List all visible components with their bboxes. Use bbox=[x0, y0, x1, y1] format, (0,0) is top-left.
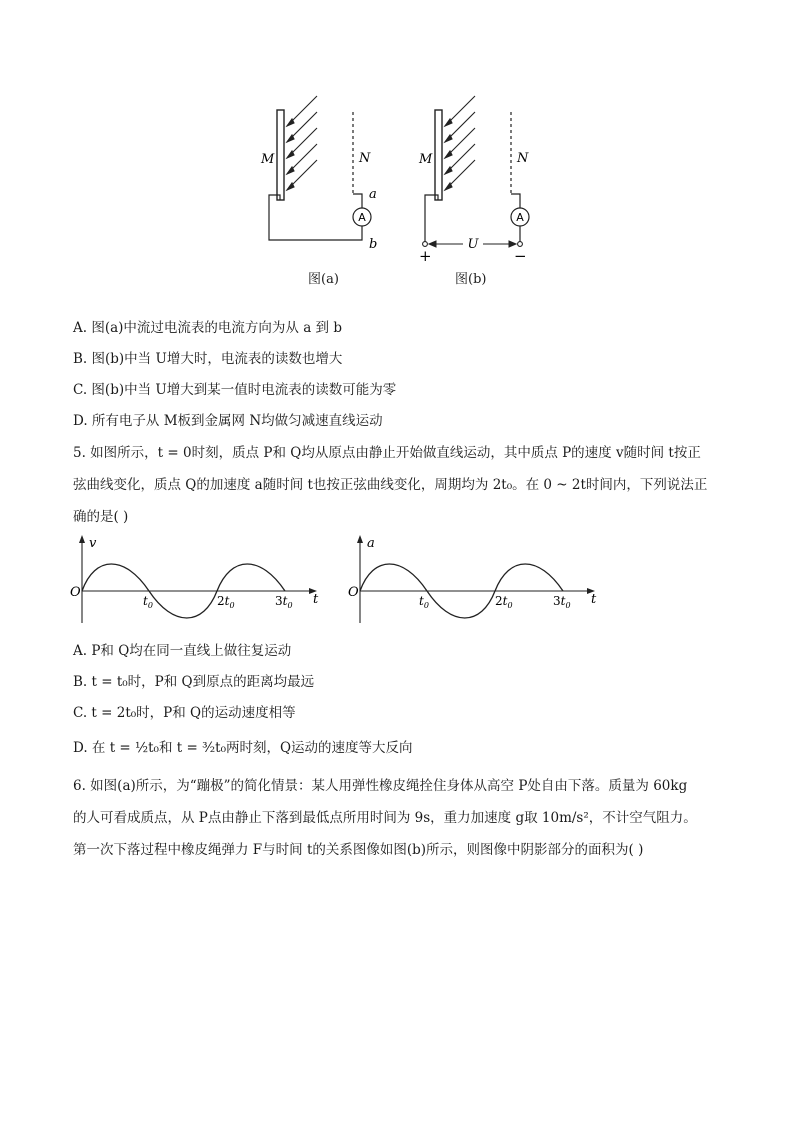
svg-text:3t0: $3t_0$ bbox=[553, 594, 571, 610]
v-axis-label: v bbox=[89, 536, 97, 551]
svg-text:t0: $t_0$ bbox=[143, 594, 153, 610]
caption-b: 图(b) bbox=[455, 272, 487, 287]
caption-a: 图(a) bbox=[308, 272, 339, 287]
svg-text:t0: $t_0$ bbox=[419, 594, 429, 610]
plate-m-label: M bbox=[261, 152, 275, 167]
mesh-n-label-b: N bbox=[517, 151, 529, 166]
a-axis-label: a bbox=[367, 536, 375, 551]
svg-text:2t0: $2t_0$ bbox=[495, 594, 513, 610]
q6-stem-line1: 6. 如图(a)所示，为“蹦极”的简化情景：某人用弹性橡皮绳拴住身体从高空 P处自由下落。质量为 60kg bbox=[73, 778, 688, 794]
q4-option-a: A. 图(a)中流过电流表的电流方向为从 a 到 b bbox=[73, 320, 342, 336]
ammeter-label: A bbox=[358, 211, 366, 224]
q5-stem-line3: 确的是( ) bbox=[73, 509, 129, 525]
ammeter-label-b: A bbox=[516, 211, 524, 224]
point-a-label: a bbox=[369, 187, 377, 202]
q5-stem-line1: 5. 如图所示，t = 0时刻，质点 P和 Q均从原点由静止开始做直线运动，其中质点 P的速度 v随时间 t按正 bbox=[73, 445, 701, 461]
q5-stem-line2: 弦曲线变化，质点 Q的加速度 a随时间 t也按正弦曲线变化，周期均为 2t₀。在 0 ~ 2t时间内，下列说法正 bbox=[73, 477, 708, 493]
circuit-figure-a bbox=[255, 90, 385, 290]
q4-option-b: B. 图(b)中当 U增大时，电流表的读数也增大 bbox=[73, 351, 343, 367]
minus-terminal: − bbox=[514, 247, 527, 265]
q6-stem-line3: 第一次下落过程中橡皮绳弹力 F与时间 t的关系图像如图(b)所示，则图像中阴影部分的面积为( ) bbox=[73, 842, 644, 858]
origin-label: O bbox=[70, 585, 81, 600]
q5-option-a: A. P和 Q均在同一直线上做往复运动 bbox=[73, 643, 292, 659]
q5-option-c: C. t = 2t₀时，P和 Q的运动速度相等 bbox=[73, 705, 296, 721]
graph-v-t bbox=[65, 533, 325, 628]
svg-text:2t0: $2t_0$ bbox=[217, 594, 235, 610]
plus-terminal: + bbox=[419, 247, 432, 265]
plate-m-label-b: M bbox=[419, 152, 433, 167]
origin-label-a: O bbox=[348, 585, 359, 600]
t-axis-label: t bbox=[313, 592, 319, 607]
q4-option-c: C. 图(b)中当 U增大到某一值时电流表的读数可能为零 bbox=[73, 382, 397, 398]
mesh-n-label: N bbox=[359, 151, 371, 166]
voltage-u-label: U bbox=[467, 237, 479, 252]
q6-stem-line2: 的人可看成质点，从 P点由静止下落到最低点所用时间为 9s，重力加速度 g取 10m/s²，不计空气阻力。 bbox=[73, 810, 697, 826]
q4-option-d: D. 所有电子从 M板到金属网 N均做匀减速直线运动 bbox=[73, 413, 383, 429]
q5-option-b: B. t = t₀时，P和 Q到原点的距离均最远 bbox=[73, 674, 315, 690]
q5-option-d: D. 在 t = ½t₀和 t = ³⁄₂t₀两时刻，Q运动的速度等大反向 bbox=[73, 740, 413, 756]
circuit-figure-b bbox=[413, 90, 543, 290]
svg-text:3t0: $3t_0$ bbox=[275, 594, 293, 610]
t-axis-label-a: t bbox=[591, 592, 597, 607]
point-b-label: b bbox=[369, 237, 378, 252]
graph-a-t bbox=[343, 533, 603, 628]
